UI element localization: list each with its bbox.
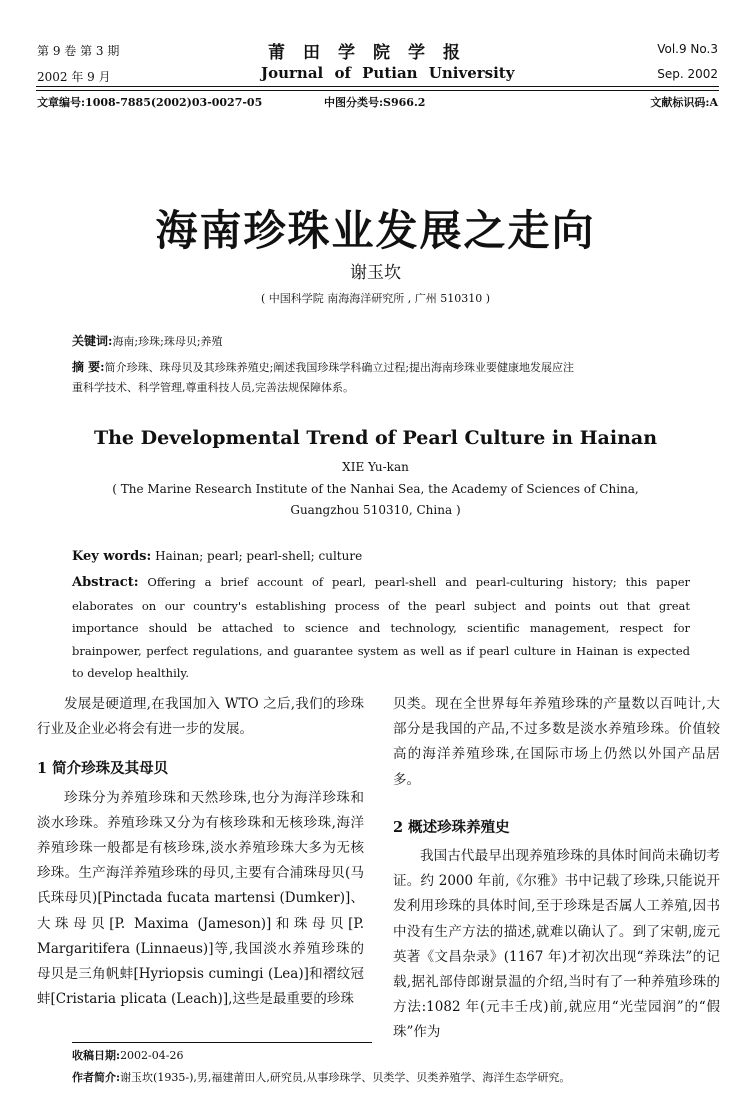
abstract-text-en: Offering a brief account of pearl, pearl-shell and pearl-culturing history; this paper elaborates on our country's establishing process of the pearl subject and points out that great importance should be attached to science and technology, scientific management, respect for brainpower, perfect regulations, and guarantee system as well as if pearl culture in Hainan is expected to develop healthily. xyxy=(72,575,691,680)
journal-title-en: Journal of Putian University xyxy=(261,64,515,82)
right-column xyxy=(393,692,720,1046)
article-number: 文章编号:1008-7885(2002)03-0027-05 xyxy=(37,96,263,109)
affiliation-cn: ( 中国科学院 南海海洋研究所 , 广州 510310 ) xyxy=(260,292,491,305)
section-1-paragraph: 珍珠分为养殖珍珠和天然珍珠,也分为海洋珍珠和淡水珍珠。养殖珍珠又分为有核珍珠和无核珍珠,海洋养殖珍珠一般都是有核珍珠,淡水养殖珍珠大多为无核珍珠。生产海洋养殖珍珠的母贝,主要有合浦珠母贝(马氏珠母贝)[Pinctada fucata martensi (Dumker)]、大珠母贝[P. Maxima (Jameson)]和珠母贝[P. Margaritifera (Linnaeus)]等,我国淡水养殖珍珠的母贝是三角帆蚌[Hyriopsis cumingi (Lea)]和褶纹冠蚌[Cristaria plicata (Leach)],这些是最重要的珍珠 xyxy=(37,789,364,1008)
section-2-paragraph: 我国古代最早出现养殖珍珠的具体时间尚未确切考证。约 2000 年前,《尔雅》书中记载了珍珠,只能说开发利用珍珠的具体时间,至于珍珠是否属人工养殖,因书中没有生产方法的描述,就难以确认了。到了宋朝,庞元英著《文昌杂录》(1167 年)才初次出现“养珠法”的记载,据礼部侍郎谢景温的介绍,当时有了一种养殖珍珠的方法:1082 年(元丰壬戌)前,就应用“光莹园润”的“假珠”作为 xyxy=(393,848,720,1041)
volume-en: Vol.9 No.3 xyxy=(657,42,718,56)
received-value: 2002-04-26 xyxy=(120,1049,184,1062)
bio-label: 作者简介: xyxy=(72,1071,121,1084)
keywords-en xyxy=(72,549,362,564)
abstract-label-en: Abstract: xyxy=(72,575,139,590)
abstract-en xyxy=(72,571,690,685)
keywords-text-cn: 海南;珍珠;珠母贝;养殖 xyxy=(112,335,223,348)
received-label: 收稿日期: xyxy=(72,1049,121,1062)
section-2-heading: 2 概述珍珠养殖史 xyxy=(393,818,510,836)
received-date xyxy=(72,1046,732,1066)
keywords-label-en: Key words: xyxy=(72,549,152,564)
intro-paragraph: 发展是硬道理,在我国加入 WTO 之后,我们的珍珠行业及企业必将会有进一步的发展。 xyxy=(37,696,364,738)
abstract-label-cn: 摘 要: xyxy=(72,360,105,374)
clc-number: 中图分类号:S966.2 xyxy=(324,96,426,109)
article-title-cn: 海南珍珠业发展之走向 xyxy=(155,206,596,255)
bio-text: 谢玉坎(1935-),男,福建莆田人,研究员,从事珍珠学、贝类学、贝类养殖学、海洋生态学研究。 xyxy=(120,1071,571,1084)
article-title-en: The Developmental Trend of Pearl Culture in Hainan xyxy=(93,427,658,449)
author-bio xyxy=(72,1068,732,1088)
document-code: 文献标识码:A xyxy=(650,96,718,109)
abstract-text-cn-2: 重科学技术、科学管理,尊重科技人员,完善法规保障体系。 xyxy=(72,381,354,394)
abstract-text-cn-1: 简介珍珠、珠母贝及其珍珠养殖史;阐述我国珍珠学科确立过程;提出海南珍珠业要健康地发展应注 xyxy=(104,361,575,374)
section-1-heading: 1 简介珍珠及其母贝 xyxy=(37,760,169,778)
footnote-rule xyxy=(72,1042,372,1043)
journal-title-cn: 莆田学院学报 xyxy=(268,43,478,63)
header-rule xyxy=(36,86,719,87)
issue-cn: 第 9 卷 第 3 期 xyxy=(37,44,120,58)
author-en: XIE Yu-kan xyxy=(342,460,409,474)
abstract-cn xyxy=(72,357,717,398)
keywords-label-cn: 关键词: xyxy=(72,334,113,348)
date-en: Sep. 2002 xyxy=(657,67,718,81)
affiliation-en-line1: ( The Marine Research Institute of the Nanhai Sea, the Academy of Sciences of China, xyxy=(112,482,639,496)
continued-paragraph: 贝类。现在全世界每年养殖珍珠的产量数以百吨计,大部分是我国的产品,不过多数是淡水养殖珍珠。价值较高的海洋养殖珍珠,在国际市场上仍然以外国产品居多。 xyxy=(393,696,720,788)
left-column xyxy=(37,692,364,1012)
keywords-text-en: Hainan; pearl; pearl-shell; culture xyxy=(155,549,363,563)
author-cn: 谢玉坎 xyxy=(350,263,401,283)
date-cn: 2002 年 9 月 xyxy=(37,70,111,84)
header-rule-thin xyxy=(36,90,719,91)
affiliation-en-line2: Guangzhou 510310, China ) xyxy=(290,503,461,517)
keywords-cn xyxy=(72,331,717,352)
